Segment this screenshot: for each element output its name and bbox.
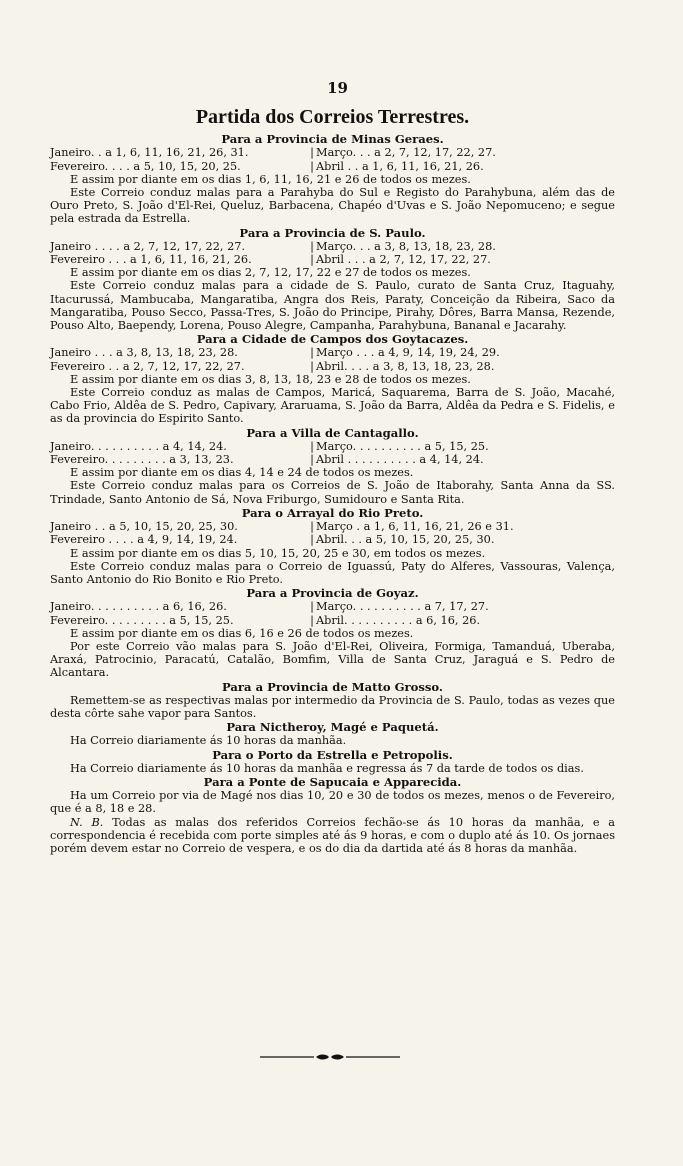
- section-paragraph: Este Correio conduz malas para o Correio de Iguassú, Paty do Alferes, Vassouras, Valença, Santo Antonio do Rio Bonito e Rio Preto.: [50, 559, 615, 586]
- schedule-left-cell: Fevereiro . . . . a 4, 9, 14, 19, 24.: [50, 533, 238, 547]
- column-divider: |: [310, 346, 314, 360]
- section-heading: Para a Provincia de Minas Geraes.: [221, 132, 444, 147]
- section-heading: Para a Provincia de Matto Grosso.: [222, 679, 443, 694]
- column-divider: |: [310, 146, 314, 160]
- schedule-left-cell: Fevereiro. . . . a 5, 10, 15, 20, 25.: [50, 159, 241, 173]
- schedule-right-cell: Abril . . a 1, 6, 11, 16, 21, 26.: [316, 159, 484, 173]
- schedule-row: [50, 520, 615, 533]
- schedule-row: [50, 240, 615, 253]
- schedule-left-cell: Fevereiro . . . a 1, 6, 11, 16, 21, 26.: [50, 253, 252, 267]
- schedule-right-cell: Março. . . a 2, 7, 12, 17, 22, 27.: [316, 146, 496, 160]
- schedule-row: [50, 600, 615, 613]
- schedule-row: [50, 346, 615, 359]
- section-paragraph: E assim por diante em os dias 2, 7, 12, 17, 22 e 27 de todos os mezes.: [70, 266, 471, 280]
- nb-text: Todas as malas dos referidos Correios fechão-se ás 10 horas da manhãa, e a correspondencia é recebida com porte simples até ás 9 horas, e com o duplo até ás 10. Os jornaes porém devem estar no Correio de vespera, e os do dia da dartida até ás 8 horas da manhãa.: [50, 815, 615, 855]
- column-divider: |: [310, 253, 314, 267]
- section-heading: Para Nictheroy, Magé e Paquetá.: [226, 720, 439, 735]
- column-divider: |: [310, 613, 314, 627]
- document-page: [50, 79, 615, 855]
- schedule-row: [50, 614, 615, 627]
- section-heading: Para o Arrayal do Rio Preto.: [241, 505, 424, 520]
- ornamental-rule-icon: [260, 1052, 400, 1062]
- schedule-row: [50, 533, 615, 546]
- schedule-row: [50, 360, 615, 373]
- section-paragraph: Este Correio conduz malas para a Parahyba do Sul e Registo do Parahybuna, além das de Ouro Preto, S. João d'El-Rei, Queluz, Barbacena, Chapéo d'Uvas e S. João Nepomuceno; e segue pela estrada da Estrella.: [50, 186, 615, 226]
- column-divider: |: [310, 453, 314, 467]
- schedule-row: [50, 253, 615, 266]
- section-paragraph: Ha um Correio por via de Magé nos dias 10, 20 e 30 de todos os mezes, menos o de Fevereiro, que é a 8, 18 e 28.: [50, 789, 615, 816]
- schedule-row: [50, 453, 615, 466]
- nota-bene: [50, 816, 615, 856]
- section-paragraph: E assim por diante em os dias 4, 14 e 24 de todos os mezes.: [70, 466, 414, 480]
- column-divider: |: [310, 520, 314, 534]
- column-divider: |: [310, 533, 314, 547]
- section-paragraph: E assim por diante em os dias 3, 8, 13, 18, 23 e 28 de todos os mezes.: [70, 372, 471, 386]
- section-paragraph: Ha Correio diariamente ás 10 horas da manhãa.: [70, 734, 347, 748]
- section-heading: Para a Ponte de Sapucaia e Apparecida.: [203, 774, 462, 789]
- schedule-right-cell: Abril. . . . . . . . . . a 6, 16, 26.: [316, 613, 481, 627]
- section-paragraph: Ha Correio diariamente ás 10 horas da manhãa e regressa ás 7 da tarde de todos os dias.: [70, 761, 584, 775]
- schedule-left-cell: Janeiro. . . . . . . . . . a 4, 14, 24.: [50, 439, 227, 453]
- schedule-right-cell: Março. . . . . . . . . . a 7, 17, 27.: [316, 600, 489, 614]
- schedule-left-cell: Janeiro . . . . a 2, 7, 12, 17, 22, 27.: [50, 239, 246, 253]
- column-divider: |: [310, 600, 314, 614]
- schedule-row: [50, 440, 615, 453]
- schedule-left-cell: Janeiro . . . a 3, 8, 13, 18, 23, 28.: [50, 346, 238, 360]
- schedule-right-cell: Abril . . . . . . . . . . a 4, 14, 24.: [316, 453, 484, 467]
- section-heading: Para a Provincia de Goyaz.: [246, 586, 419, 601]
- page-title: Partida dos Correios Terrestres.: [195, 106, 470, 129]
- schedule-left-cell: Fevereiro. . . . . . . . . a 5, 15, 25.: [50, 613, 234, 627]
- schedule-right-cell: Março. . . . . . . . . . a 5, 15, 25.: [316, 439, 489, 453]
- section-paragraph: E assim por diante em os dias 5, 10, 15, 20, 25 e 30, em todos os mezes.: [70, 546, 486, 560]
- schedule-left-cell: Fevereiro . . a 2, 7, 12, 17, 22, 27.: [50, 359, 245, 373]
- schedule-left-cell: Janeiro. . . . . . . . . . a 6, 16, 26.: [50, 600, 227, 614]
- schedule-right-cell: Abril. . . . a 3, 8, 13, 18, 23, 28.: [316, 359, 495, 373]
- section-paragraph: Este Correio conduz malas para a cidade de S. Paulo, curato de Santa Cruz, Itaguahy, Itacurussá, Mambucaba, Mangaratiba, Angra dos Reis, Paraty, Conceição da Ribeira, Saco da Mangaratiba, Pouso Secco, Passa-Tres, S. João do Principe, Pirahy, Dôres, Barra Mansa, Rezende, Pouso Alto, Baependy, Lorena, Pouso Alegre, Campanha, Parahybuna, Bananal e Jacarahy.: [50, 279, 615, 333]
- section-heading: Para o Porto da Estrella e Petropolis.: [212, 747, 453, 762]
- section-heading: Para a Provincia de S. Paulo.: [239, 225, 426, 240]
- schedule-right-cell: Março . a 1, 6, 11, 16, 21, 26 e 31.: [316, 520, 514, 534]
- column-divider: |: [310, 159, 314, 173]
- section-paragraph: Por este Correio vão malas para S. João d'El-Rei, Oliveira, Formiga, Tamanduá, Uberaba, Araxá, Patrocinio, Paracatú, Catalão, Bomfim, Villa de Santa Cruz, Jaraguá e S. Pedro de Alcantara.: [50, 639, 615, 680]
- section-paragraph: Remettem-se as respectivas malas por intermedio da Provincia de S. Paulo, todas as vezes que desta côrte sahe vapor para Santos.: [50, 693, 615, 720]
- schedule-row: [50, 160, 615, 173]
- column-divider: |: [310, 239, 314, 253]
- schedule-right-cell: Abril . . . a 2, 7, 12, 17, 22, 27.: [316, 253, 491, 267]
- schedule-row: [50, 146, 615, 159]
- section-paragraph: Este Correio conduz malas para os Correios de S. João de Itaborahy, Santa Anna da SS. Trindade, Santo Antonio de Sá, Nova Friburgo, Sumidouro e Santa Rita.: [50, 479, 615, 506]
- section-paragraph: E assim por diante em os dias 6, 16 e 26 de todos os mezes.: [70, 626, 414, 640]
- column-divider: |: [310, 359, 314, 373]
- nb-label: N. B.: [70, 815, 104, 829]
- column-divider: |: [310, 439, 314, 453]
- section-paragraph: Este Correio conduz as malas de Campos, Maricá, Saquarema, Barra de S. João, Macahé, Cabo Frio, Aldêa de S. Pedro, Capivary, Araruama, S. João da Barra, Aldêa da Pedra e S. Fidelis, e as da provincia do Espirito Santo.: [50, 386, 615, 426]
- page-number: 19: [327, 79, 348, 97]
- schedule-right-cell: Abril. . . a 5, 10, 15, 20, 25, 30.: [316, 533, 495, 547]
- schedule-right-cell: Março. . . a 3, 8, 13, 18, 23, 28.: [316, 239, 496, 253]
- section-heading: Para a Cidade de Campos dos Goytacazes.: [196, 332, 469, 347]
- sections-container: [50, 133, 615, 815]
- schedule-right-cell: Março . . . a 4, 9, 14, 19, 24, 29.: [316, 346, 500, 360]
- schedule-left-cell: Janeiro . . a 5, 10, 15, 20, 25, 30.: [50, 520, 238, 534]
- section-paragraph: E assim por diante em os dias 1, 6, 11, 16, 21 e 26 de todos os mezes.: [70, 172, 471, 186]
- schedule-left-cell: Janeiro. . a 1, 6, 11, 16, 21, 26, 31.: [50, 146, 249, 160]
- section-heading: Para a Villa de Cantagallo.: [246, 425, 419, 440]
- schedule-left-cell: Fevereiro. . . . . . . . . a 3, 13, 23.: [50, 453, 234, 467]
